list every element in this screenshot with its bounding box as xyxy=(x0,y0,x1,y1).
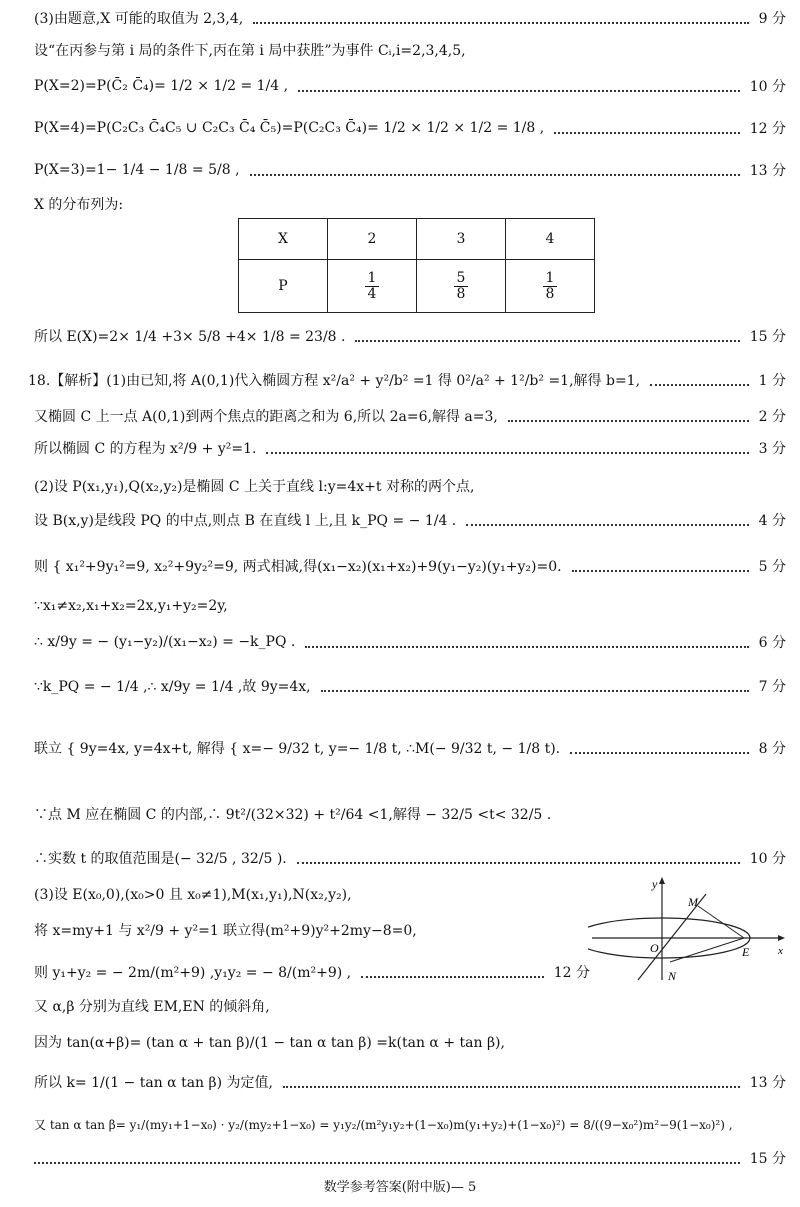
y-axis-arrow xyxy=(659,877,665,884)
table-cell: 4 xyxy=(506,219,595,260)
line-text: ∴ x/9y = − (y₁−y₂)/(x₁−x₂) = −k_PQ . xyxy=(34,634,296,650)
table-row xyxy=(239,260,595,313)
score-mark: 2 分 xyxy=(758,409,786,425)
line-text: 所以 E(X)=2× 1/4 +3× 5/8 +4× 1/8 = 23/8 . xyxy=(34,329,346,345)
score-mark: 10 分 xyxy=(749,79,786,95)
leader-dots xyxy=(508,420,749,422)
leader-dots xyxy=(361,976,544,978)
score-mark: 13 分 xyxy=(749,163,786,179)
leader-dots xyxy=(570,752,749,754)
table-cell: 2 xyxy=(328,219,417,260)
score-mark: 13 分 xyxy=(749,1075,786,1091)
point-label-m: M xyxy=(688,895,698,909)
line-text: 因为 tan(α+β)= (tan α + tan β)/(1 − tan α tan β) =k(tan α + tan β), xyxy=(34,1035,505,1051)
table-cell xyxy=(328,260,417,313)
line-text: 设“在丙参与第 i 局的条件下,丙在第 i 局中获胜”为事件 Cᵢ,i=2,3,4,5, xyxy=(34,43,466,59)
answer-line xyxy=(34,598,786,614)
answer-line xyxy=(34,510,786,530)
ellipse-diagram xyxy=(588,876,788,982)
line-text: (3)设 E(x₀,0),(x₀>0 且 x₀≠1),M(x₁,y₁),N(x₂,y₂), xyxy=(34,887,352,903)
leader-dots xyxy=(572,570,749,572)
leader-dots xyxy=(266,452,748,454)
line-text: 18.【解析】(1)由已知,将 A(0,1)代入椭圆方程 x²/a² + y²/b² =1 得 0²/a² + 1²/b² =1,解得 b=1, xyxy=(28,373,641,389)
line-text: 又椭圆 C 上一点 A(0,1)到两个焦点的距离之和为 6,所以 2a=6,解得 a=3, xyxy=(34,409,498,425)
answer-line xyxy=(34,194,786,214)
leader-dots xyxy=(305,646,748,648)
segment-em xyxy=(698,906,744,938)
line-text: P(X=2)=P(C̄₂ C̄₄)= 1/2 × 1/2 = 1/4 , xyxy=(34,78,289,94)
line-text: 又 tan α tan β= y₁/(my₁+1−x₀) · y₂/(my₂+1−x₀) = y₁y₂/(m²y₁y₂+(1−x₀)m(y₁+y₂)+(1−x₀)²) = 8/((9−x₀²)m²−9(1−x₀)²) , xyxy=(34,1118,733,1132)
table-row xyxy=(239,219,595,260)
leader-dots xyxy=(466,524,748,526)
leader-dots xyxy=(355,340,739,342)
answer-line xyxy=(34,996,786,1016)
line-text: 联立 { 9y=4x, y=4x+t, 解得 { x=− 9/32 t, y=− 1/8 t, ∴M(− 9/32 t, − 1/8 t). xyxy=(34,741,561,757)
table-header-cell: X xyxy=(239,219,328,260)
leader-dots xyxy=(253,22,748,24)
score-mark: 6 分 xyxy=(758,635,786,651)
score-mark: 12 分 xyxy=(553,965,590,981)
answer-line xyxy=(34,1072,786,1092)
answer-line xyxy=(34,1148,786,1168)
line-text: (2)设 P(x₁,y₁),Q(x₂,y₂)是椭圆 C 上关于直线 l:y=4x+t 对称的两个点, xyxy=(34,479,475,495)
answer-line xyxy=(28,370,786,390)
leader-dots xyxy=(298,90,740,92)
leader-dots xyxy=(650,384,749,386)
leader-dots xyxy=(297,862,740,864)
answer-line xyxy=(34,40,786,60)
answer-line xyxy=(34,406,786,426)
line-text: ∵k_PQ = − 1/4 ,∴ x/9y = 1/4 ,故 9y=4x, xyxy=(34,679,311,695)
score-mark: 10 分 xyxy=(749,851,786,867)
line-text: ∵点 M 应在椭圆 C 的内部,∴ 9t²/(32×32) + t²/64 <1,解得 − 32/5 <t< 32/5 . xyxy=(34,807,552,823)
line-text: 则 y₁+y₂ = − 2m/(m²+9) ,y₁y₂ = − 8/(m²+9) , xyxy=(34,965,352,981)
line-text: 所以 k= 1/(1 − tan α tan β) 为定值, xyxy=(34,1075,273,1091)
line-text: 则 { x₁²+9y₁²=9, x₂²+9y₂²=9, 两式相减,得(x₁−x₂)(x₁+x₂)+9(y₁−y₂)(y₁+y₂)=0. xyxy=(34,559,562,575)
score-mark: 8 分 xyxy=(758,741,786,757)
page-footer: 数学参考答案(附中版)— 5 xyxy=(323,1180,477,1195)
answer-line xyxy=(34,884,580,904)
line-text: ∴实数 t 的取值范围是(− 32/5 , 32/5 ). xyxy=(34,851,287,867)
score-mark: 3 分 xyxy=(758,441,786,457)
answer-line xyxy=(34,1116,786,1133)
answer-line xyxy=(34,848,786,868)
line-text: 设 B(x,y)是线段 PQ 的中点,则点 B 在直线 l 上,且 k_PQ = − 1/4 . xyxy=(34,513,457,529)
point-label-n: N xyxy=(668,969,677,982)
answer-line xyxy=(34,632,786,652)
fraction: $\frac{1}{4}$ xyxy=(365,271,380,303)
line-text: (3)由题意,X 可能的取值为 2,3,4, xyxy=(34,11,244,27)
table-cell: 3 xyxy=(417,219,506,260)
answer-line xyxy=(34,676,786,696)
table-header-cell: P xyxy=(239,260,328,313)
distribution-table xyxy=(238,218,595,313)
answer-line xyxy=(34,118,786,138)
answer-line xyxy=(34,962,590,982)
answer-line xyxy=(34,326,786,346)
answer-line xyxy=(34,920,580,940)
line-text: P(X=4)=P(C₂C₃ C̄₄C₅ ∪ C₂C₃ C̄₄ C̄₅)=P(C₂C₃ C̄₄)= 1/2 × 1/2 × 1/2 = 1/8 , xyxy=(34,120,545,136)
line-text: 又 α,β 分别为直线 EM,EN 的倾斜角, xyxy=(34,999,270,1015)
point-label-e: E xyxy=(742,945,750,959)
leader-dots xyxy=(250,174,740,176)
score-mark: 15 分 xyxy=(749,1151,786,1167)
answer-line xyxy=(34,804,786,824)
answer-line xyxy=(34,76,786,96)
score-mark: 7 分 xyxy=(758,679,786,695)
answer-line xyxy=(34,476,786,496)
fraction: $\frac{1}{8}$ xyxy=(543,271,558,303)
line-text: 将 x=my+1 与 x²/9 + y²=1 联立得(m²+9)y²+2my−8=0, xyxy=(34,923,417,939)
x-axis-arrow xyxy=(778,935,785,941)
table-cell xyxy=(417,260,506,313)
leader-dots xyxy=(554,132,740,134)
score-mark: 5 分 xyxy=(758,559,786,575)
fraction: $\frac{5}{8}$ xyxy=(454,271,469,303)
score-mark: 9 分 xyxy=(758,11,786,27)
table-cell xyxy=(506,260,595,313)
answer-line xyxy=(34,738,786,758)
leader-dots xyxy=(34,1162,740,1164)
score-mark: 15 分 xyxy=(749,329,786,345)
score-mark: 4 分 xyxy=(758,513,786,529)
line-text: P(X=3)=1− 1/4 − 1/8 = 5/8 , xyxy=(34,162,240,178)
answer-line xyxy=(34,160,786,180)
answer-line xyxy=(34,1032,786,1052)
point-label-o: O xyxy=(650,941,659,955)
answer-line xyxy=(34,8,786,28)
leader-dots xyxy=(283,1086,740,1088)
answer-line xyxy=(34,556,786,576)
axis-label-x: x xyxy=(778,945,783,957)
score-mark: 1 分 xyxy=(758,373,786,389)
line-text: 所以椭圆 C 的方程为 x²/9 + y²=1. xyxy=(34,441,257,457)
axis-label-y: y xyxy=(652,877,658,891)
answer-line xyxy=(34,438,786,458)
leader-dots xyxy=(321,690,749,692)
line-text: X 的分布列为: xyxy=(34,197,124,213)
score-mark: 12 分 xyxy=(749,121,786,137)
line-text: ∵x₁≠x₂,x₁+x₂=2x,y₁+y₂=2y, xyxy=(34,598,228,614)
